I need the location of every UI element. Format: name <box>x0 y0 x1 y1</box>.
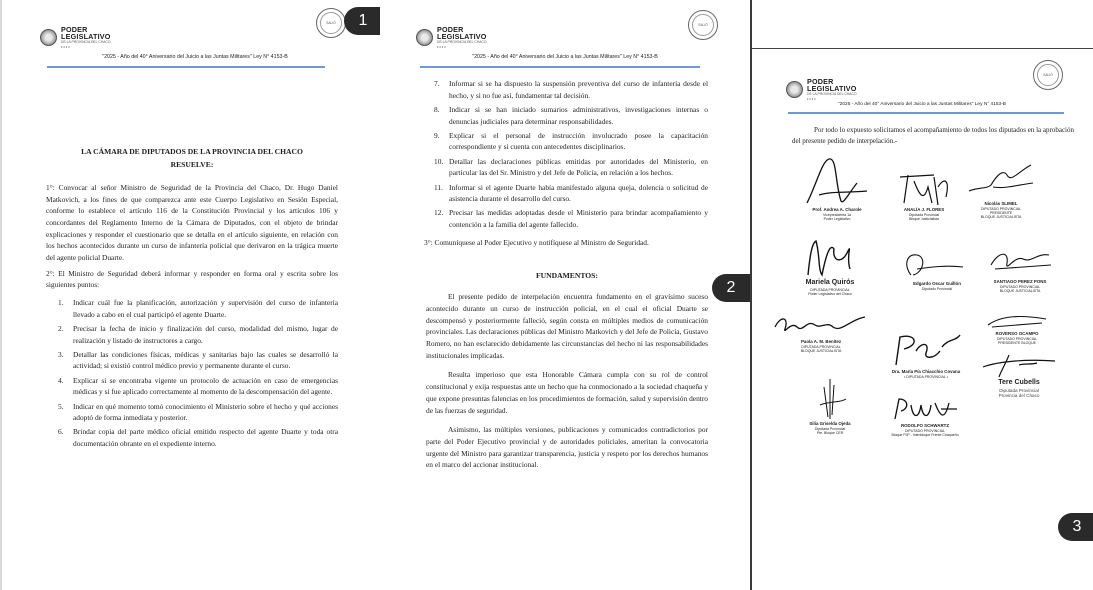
handwritten-signature-icon <box>985 245 1055 279</box>
page-1-body <box>46 146 338 452</box>
questions-list-2 <box>434 78 708 231</box>
list-item: 10. Detallar las declaraciones públicas emitidas por autoridades del Ministerio, en particular las del Sr. Ministro y del Jefe de Policía, en relación a los hechos. <box>434 156 708 178</box>
page-number-badge-2: 2 <box>712 274 750 302</box>
page-2-body <box>426 78 708 475</box>
logo-subtitle: DE LA PROVINCIA DEL CHACO <box>61 40 111 45</box>
signature-flores: ANALÍA J. FLORES Diputada Provincial Bloque Justicialista <box>890 167 958 221</box>
received-stamp: SALIÓ <box>688 10 718 40</box>
logo-line-1: PODER <box>61 25 88 34</box>
handwritten-signature-icon <box>797 153 877 207</box>
legislature-logo: PODER LEGISLATIVO DE LA PROVINCIA DEL CHACO •••• <box>786 78 857 101</box>
signature-ocampo: ROVERSO OCAMPO DIPUTADO PROVINCIAL PRESIDENTE BLOQUE <box>974 311 1060 345</box>
year-header: "2025 - Año del 40° Aniversario del Juicio a las Juntas Militares" Ley N° 4153-B <box>837 102 1007 107</box>
list-item: 4. Explicar si se encontraba vigente un protocolo de actuación en caso de emergencias médicas y si fue aplicado correctamente al momento de la descompensación del agente. <box>58 375 338 397</box>
logo-dots: •••• <box>61 43 71 49</box>
stamp-text: SALIÓ <box>320 12 342 34</box>
handwritten-signature-icon <box>961 161 1041 201</box>
fundamentos-title: FUNDAMENTOS: <box>536 271 598 281</box>
list-item: 2. Precisar la fecha de inicio y finalización del curso, modalidad del mismo, lugar de realización y listado de instructores a cargo. <box>58 323 338 345</box>
legislature-logo: PODER LEGISLATIVO DE LA PROVINCIA DEL CHACO •••• <box>416 26 487 49</box>
list-item: 5. Indicar en qué momento tomó conocimiento el Ministerio sobre el hecho y qué acciones adoptó de forma inmediata y posterior. <box>58 401 338 423</box>
signature-slimel: Nicolás SLIMEL DIPUTADO PROVINCIAL PRESIDENTE BLOQUE JUSTICIALISTA <box>958 161 1044 219</box>
signature-charole: Prof. Andrea A. Charole Vicepresidenta 1a Poder Legislativo <box>792 153 882 221</box>
provincial-crest-icon <box>786 81 803 98</box>
handwritten-signature-icon <box>982 311 1052 331</box>
article-1: 1°: Convocar al señor Ministro de Seguridad de la Provincia del Chaco, Dr. Hugo Daniel Matkovich, a los fines de que comparezca ante este Cuerpo Legislativo en Sesión Especial, conforme lo establece el artículo 116 de la Constitución Provincial y los artículos 106 y concordantes del Reglamento Interno de la Cámara de Diputados, con el objeto de brindar explicaciones y responder el cuestionario que se detalla en el artículo siguiente, en relación con los hechos acontecidos durante un curso de infantería policial que derivaron en la trágica muerte del agente policial Duarte. <box>46 182 338 262</box>
handwritten-signature-icon <box>889 395 961 423</box>
year-header: "2025 - Año del 40° Aniversario del Juicio a las Juntas Militares" Ley N° 4153-B <box>472 54 658 60</box>
signature-quiros: Mariela Quirós DIPUTADA PROVINCIAL Poder Legislativo del Chaco <box>790 235 870 296</box>
page-number-badge-1: 1 <box>344 7 380 35</box>
list-item: 1. Indicar cuál fue la planificación, autorización y supervisión del curso de infantería llevado a cabo en el cual participó el agente Duarte. <box>58 298 338 319</box>
list-item: 3. Detallar las condiciones físicas, médicas y sanitarias bajo las cuales se desarrolló la actividad; si existió control médico previo y permanente durante el curso. <box>58 349 338 371</box>
received-stamp: SALIÓ <box>1033 60 1063 90</box>
page-number-badge-3: 3 <box>1058 513 1093 541</box>
article-2: 2°: El Ministro de Seguridad deberá informar y responder en forma oral y escrita sobre los siguientes puntos: <box>46 268 338 290</box>
document-page-3 <box>752 48 1093 590</box>
list-item: 7. Informar si se ha dispuesto la suspensión preventiva del curso de infantería desde el hecho, y si no fue así, fundamentar tal decisión. <box>434 79 708 100</box>
handwritten-signature-icon <box>771 311 871 339</box>
header-rule <box>788 112 1064 114</box>
fundamentos-paragraph-1: El presente pedido de interpelación encuentra fundamento en el gravísimo suceso acontecido durante un curso de instrucción policial, en el cual el oficial Duarte se descompensó y posteriormente falleció, según consta en múltiples medios de comunicación provinciales. Las declaraciones públicas del Ministro Matkovich y del Jefe de Policía, Gustavo Romero, no han esclarecido debidamente las circunstancias del hecho ni las responsabilidades institucionales implicadas. <box>426 292 708 360</box>
provincial-crest-icon <box>40 29 57 46</box>
title-line-2: RESUELVE: <box>170 159 214 169</box>
questions-list-1 <box>58 297 338 450</box>
list-item: 11. Informar si el agente Duarte había manifestado alguna queja, dolencia o solicitud de asistencia durante el desarrollo del curso. <box>434 182 708 204</box>
handwritten-signature-icon <box>894 167 954 207</box>
header-rule <box>420 66 700 68</box>
title-line-1: LA CÁMARA DE DIPUTADOS DE LA PROVINCIA DEL CHACO <box>81 147 303 156</box>
handwritten-signature-icon <box>979 351 1059 379</box>
list-item: 12. Precisar las medidas adoptadas desde el Ministerio para brindar acompañamiento y contención a la familia del agente fallecido. <box>434 208 708 230</box>
handwritten-signature-icon <box>886 329 966 369</box>
legislature-logo <box>40 26 111 49</box>
signature-benitez: Paola A. M. Benítez DIPUTADA PROVINCIAL BLOQUE JUSTICIALISTA <box>768 311 874 353</box>
signature-chiacchio: Dra. María Pía Chiacchio Covana • DIPUTADA PROVINCIAL • <box>876 329 976 379</box>
signature-ojeda: Silia Griselda Ojeda Diputada Provincial Pte. Bloque CER <box>790 377 870 435</box>
closing-paragraph: Por todo lo expuesto solicitamos el acompañamiento de todos los diputados en la aprobación del presente pedido de interpelación.- <box>792 126 1074 146</box>
fundamentos-paragraph-3: Asimismo, las múltiples versiones, publicaciones y comunicados contradictorios por parte del Poder Ejecutivo provincial y de autoridades policiales, ameritan la convocatoria urgente del Ministro para garantizar transparencia, justicia y respeto por los derechos humanos en el marco del accionar institucional. <box>426 425 708 470</box>
list-item: 9. Explicar si el personal de instrucción involucrado posee la capacitación correspondiente y si cuenta con antecedentes disciplinarios. <box>434 130 708 152</box>
fundamentos-paragraph-2: Resulta imperioso que esta Honorable Cámara cumpla con su rol de control constitucional y exija respuestas ante un hecho que ha conmocionado a la sociedad chaqueña y que expone presuntas falencias en los procedimientos de formación, salud y supervisión dentro de las fuerzas de seguridad. <box>426 370 708 415</box>
handwritten-signature-icon <box>810 377 850 421</box>
handwritten-signature-icon <box>802 235 858 279</box>
article-3: 3°: Comuníquese al Poder Ejecutivo y notifíquese al Ministro de Seguridad. <box>424 237 649 247</box>
signature-schwartz: RODOLFO SCHWARTZ DIPUTADO PROVINCIAL Bloque PJP - Interbloque Frente Chaqueño <box>880 395 970 437</box>
signature-perez-pons: SANTIAGO PEREZ PONS DIPUTADO PROVINCIAL BLOQUE JUSTICIALISTA <box>978 245 1062 293</box>
provincial-crest-icon <box>416 29 433 46</box>
signature-cubells: Tere Cubells Diputada Provincial Provincia del Chaco <box>974 351 1064 399</box>
document-page-2 <box>380 0 750 590</box>
logo-line-2: LEGISLATIVO <box>61 32 111 42</box>
header-rule <box>47 66 325 68</box>
signature-guillon: Edgardo Oscar Guillón Diputado Provincial <box>892 245 982 291</box>
document-page-1 <box>0 0 380 590</box>
received-stamp <box>316 8 346 38</box>
list-item: 6. Brindar copia del parte médico oficial emitido respecto del agente Duarte y toda otra documentación obrante en el expediente interno. <box>58 427 338 449</box>
resolution-title <box>46 146 338 172</box>
handwritten-signature-icon <box>897 245 977 281</box>
year-header: "2025 - Año del 40° Aniversario del Juicio a las Juntas Militares" Ley N° 4153-B <box>102 54 288 60</box>
list-item: 8. Indicar si se han iniciado sumarios administrativos, investigaciones internas o denuncias judiciales para determinar responsabilidades. <box>434 104 708 126</box>
